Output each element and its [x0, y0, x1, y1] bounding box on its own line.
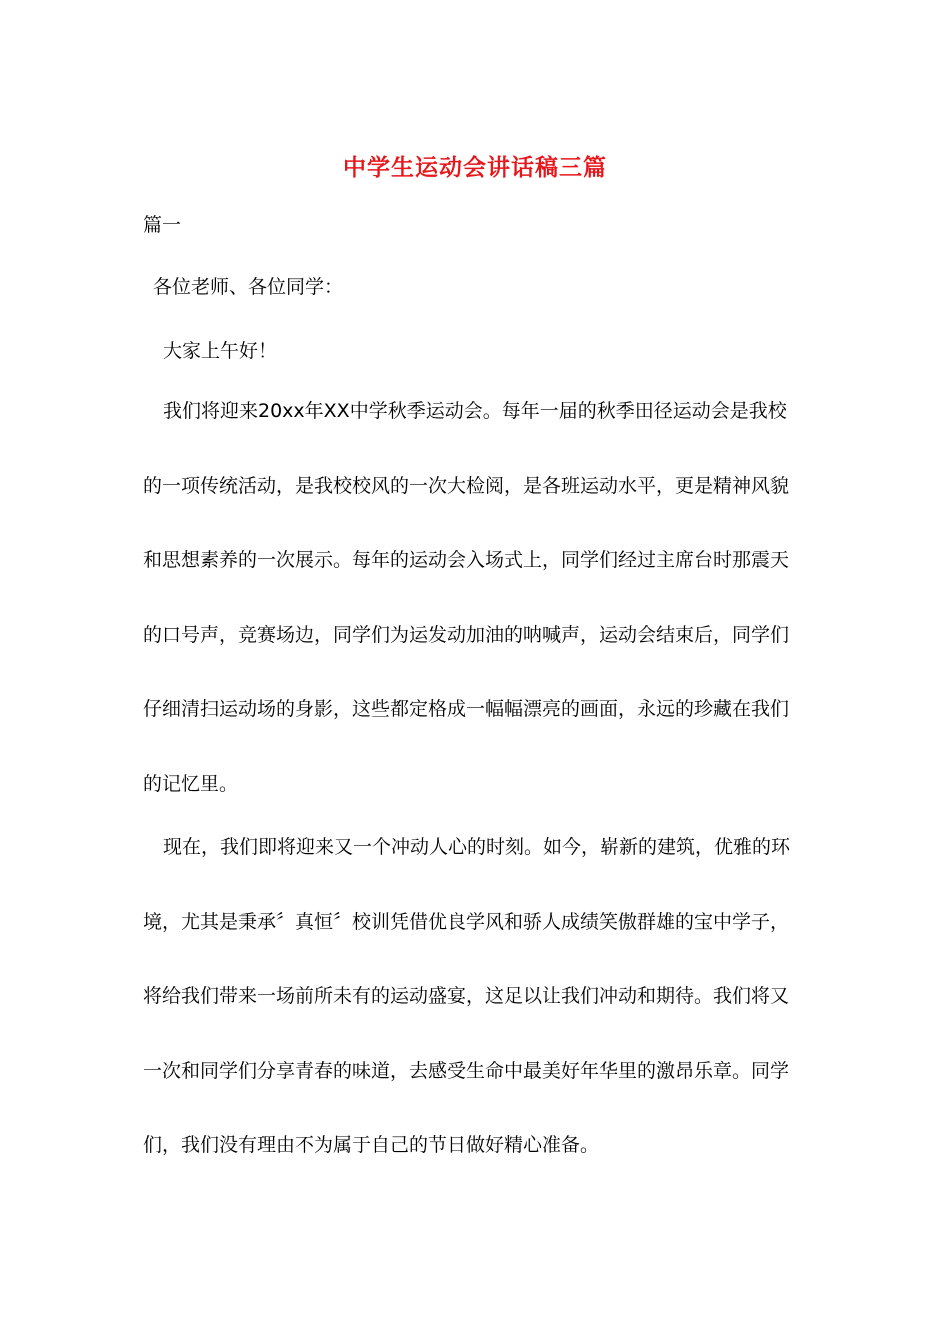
- paragraph-2-text: 现在，我们即将迎来又一个冲动人心的时刻。如今，崭新的建筑，优雅的环境，尤其是秉承〞真恒〞校训凭借优良学风和骄人成绩笑傲群雄的宝中学子，将给我们带来一场前所未有的运动盛宴，这足以让我们冲动和期待。我们将又一次和同学们分享青春的味道，去感受生命中最美好年华里的激昂乐章。同学们，我们没有理由不为属于自己的节日做好精心准备。: [143, 836, 791, 1156]
- greeting: 大家上午好！: [163, 340, 278, 362]
- paragraph-1-text: 我们将迎来20xx年XX中学秋季运动会。每年一届的秋季田径运动会是我校的一项传统活动，是我校校风的一次大检阅，是各班运动水平，更是精神风貌和思想素养的一次展示。每年的运动会入场式上，同学们经过主席台时那震天的口号声，竞赛场边，同学们为运发动加油的呐喊声，运动会结束后，同学们仔细清扫运动场的身影，这些都定格成一幅幅漂亮的画面，永远的珍藏在我们的记忆里。: [143, 400, 790, 795]
- salutation: 各位老师、各位同学：: [153, 276, 344, 298]
- paragraph-1: [143, 374, 798, 821]
- document-title: 中学生运动会讲话稿三篇: [343, 154, 607, 181]
- section-label: 篇一: [143, 214, 182, 236]
- paragraph-2: [143, 810, 798, 1183]
